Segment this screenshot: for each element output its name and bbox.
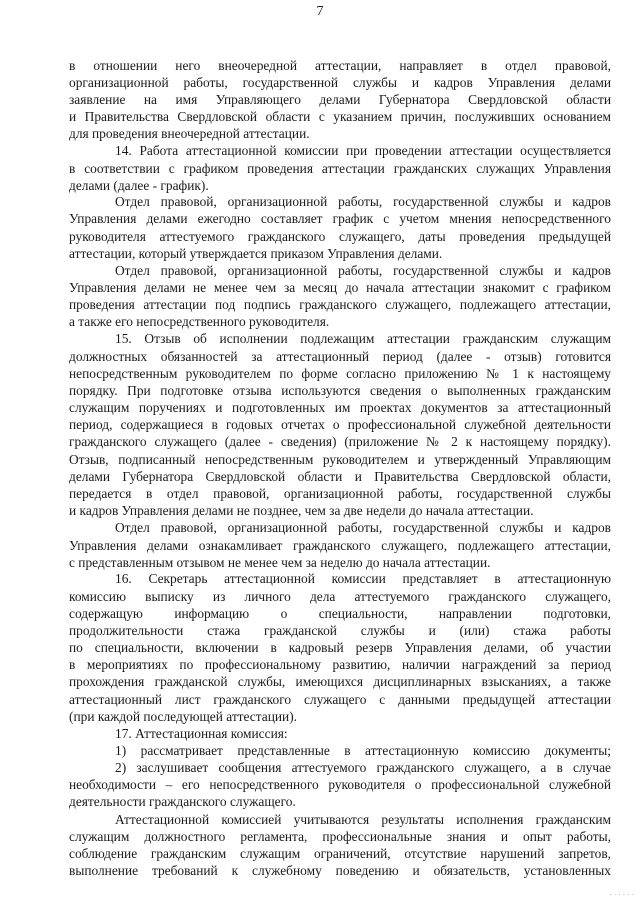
text-line: в соответствии с графиком проведения аттестации гражданских служащих Управления xyxy=(69,161,611,176)
text-line: заявление на имя Управляющего делами Губернатора Свердловской области xyxy=(69,92,611,107)
text-line: Отдел правовой, организационной работы, государственной службы и кадров xyxy=(115,520,611,535)
text-line: делами Губернатора Свердловской области и Правительства Свердловской области, xyxy=(69,469,611,484)
text-line: порядку. При подготовке отзыва используются сведения о выполненных гражданским xyxy=(69,383,611,398)
text-line: содержащую информацию о специальности, направлении подготовки, xyxy=(69,606,611,621)
text-line: Управления делами не менее чем за месяц до начала аттестации знакомит с графиком xyxy=(69,280,611,295)
text-line: служащим должностного регламента, профессиональные знания и опыт работы, xyxy=(69,829,611,844)
text-line: прохождения гражданской службы, имеющихся дисциплинарных взысканиях, а также xyxy=(69,674,611,689)
text-line: а также его непосредственного руководителя. xyxy=(69,314,330,329)
text-line: гражданского служащего (далее - сведения) (приложение № 2 к настоящему порядку). xyxy=(69,434,611,449)
text-line: по специальности, включении в кадровый резерв Управления делами, об участии xyxy=(69,640,611,655)
text-line: Аттестационной комиссией учитываются результаты исполнения гражданским xyxy=(115,812,611,827)
text-line: организационной работы, государственной службы и кадров Управления делами xyxy=(69,75,611,90)
text-line: продолжительности стажа гражданской службы и (или) стажа работы xyxy=(69,623,611,638)
text-line: с представленным отзывом не менее чем за неделю до начала аттестации. xyxy=(69,555,491,570)
text-line: 16. Секретарь аттестационной комиссии представляет в аттестационную xyxy=(115,571,611,586)
text-line: в мероприятиях по профессиональному развитию, наличии награждений за период xyxy=(69,657,611,672)
text-line: 14. Работа аттестационной комиссии при проведении аттестации осуществляется xyxy=(115,143,611,158)
text-line: период, содержащиеся в годовых отчетах о профессиональной служебной деятельности xyxy=(69,417,611,432)
text-line: комиссию выписку из личного дела аттестуемого гражданского служащего, xyxy=(69,589,611,604)
text-line: Отдел правовой, организационной работы, государственной службы и кадров xyxy=(115,194,611,209)
text-line: и Правительства Свердловской области с указанием причин, послуживших основанием xyxy=(69,109,611,124)
text-line: деятельности гражданского служащего. xyxy=(69,794,296,809)
text-line: должностных обязанностей за аттестационный период (далее - отзыв) готовится xyxy=(69,349,611,364)
text-line: и кадров Управления делами не позднее, чем за две недели до начала аттестации. xyxy=(69,503,534,518)
text-line: 2) заслушивает сообщения аттестуемого гражданского служащего, а в случае xyxy=(115,760,611,775)
text-line: руководителя аттестуемого гражданского служащего, даты проведения предыдущей xyxy=(69,229,611,244)
text-line: Отдел правовой, организационной работы, государственной службы и кадров xyxy=(115,263,611,278)
text-line: проведения аттестации под подпись гражданского служащего, подлежащего аттестации, xyxy=(69,297,611,312)
text-line: (при каждой последующей аттестации). xyxy=(69,709,298,724)
text-line: в отношении него внеочередной аттестации, направляет в отдел правовой, xyxy=(69,58,611,73)
scan-corner-mark: · · · · · · xyxy=(609,891,634,899)
text-line: соблюдение гражданским служащим ограничений, отсутствие нарушений запретов, xyxy=(69,846,611,861)
text-line: непосредственным руководителем по форме согласно приложению № 1 к настоящему xyxy=(69,366,611,381)
text-line: Управления делами ознакамливает гражданского служащего, подлежащего аттестации, xyxy=(69,538,611,553)
page-number: 7 xyxy=(316,4,324,19)
text-line: 15. Отзыв об исполнении подлежащим аттестации гражданским служащим xyxy=(115,331,611,346)
text-line: Отзыв, подписанный непосредственным руководителем и утвержденный Управляющим xyxy=(69,452,611,467)
text-line: 1) рассматривает представленные в аттестационную комиссию документы; xyxy=(115,743,611,758)
text-line: Управления делами ежегодно составляет график с учетом мнения непосредственного xyxy=(69,211,611,226)
text-line: выполнение требований к служебному поведению и обязательств, установленных xyxy=(69,863,611,878)
text-line: 17. Аттестационная комиссия: xyxy=(115,726,288,741)
text-line: аттестации, который утверждается приказом Управления делами. xyxy=(69,246,443,261)
text-line: служащим поручениях и подготовленных им проектах документов за аттестационный xyxy=(69,400,611,415)
text-line: передается в отдел правовой, организационной работы, государственной службы xyxy=(69,486,611,501)
text-line: необходимости – его непосредственного руководителя о профессиональной служебной xyxy=(69,777,611,792)
text-line: делами (далее - график). xyxy=(69,178,209,193)
text-line: аттестационный лист гражданского служащего с данными предыдущей аттестации xyxy=(69,692,611,707)
text-line: для проведения внеочередной аттестации. xyxy=(69,126,310,141)
